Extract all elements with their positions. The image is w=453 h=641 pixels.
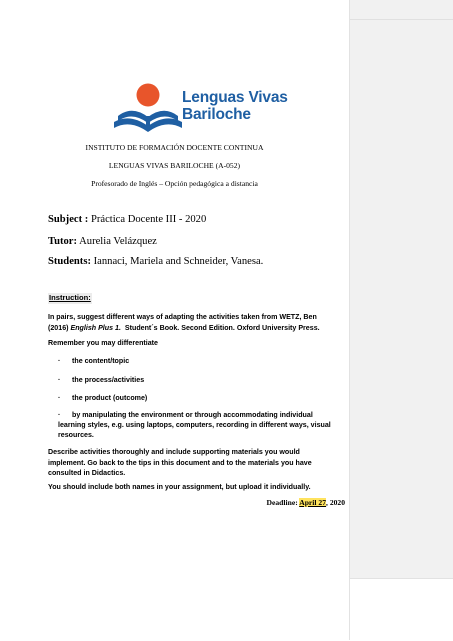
bullet-item-4-line-1: by manipulating the environment or through accommodating individual <box>72 411 313 419</box>
instruction-paragraph <box>48 312 320 333</box>
names-note: You should include both names in your assignment, but upload it individually. <box>48 483 311 491</box>
tutor-value: Aurelia Velázquez <box>79 236 157 247</box>
remember-text: Remember you may differentiate <box>48 339 158 347</box>
logo-text-line1: Lenguas Vivas <box>182 89 288 106</box>
year-text: (2016) <box>48 323 71 332</box>
bullet-item-4-line-2: learning styles, e.g. using laptops, computers, recording in different ways, visual <box>58 421 331 429</box>
comments-pane <box>349 0 453 640</box>
subject-label: Subject : <box>48 214 89 225</box>
book-details: Student´s Book. Second Edition. Oxford University Press. <box>120 323 320 332</box>
school-name: LENGUAS VIVAS BARILOCHE (A-052) <box>108 161 241 170</box>
deadline <box>267 498 345 507</box>
bullet-dot-icon: · <box>58 376 61 384</box>
bullet-dot-icon: · <box>58 357 61 365</box>
book-sun-logo-icon <box>110 80 190 136</box>
instruction-line-2 <box>48 323 320 334</box>
instruction-heading: Instruction: <box>49 293 91 302</box>
students-value: Iannaci, Mariela and Schneider, Vanesa. <box>93 256 264 267</box>
deadline-year: , 2020 <box>326 498 345 507</box>
bullet-dot-icon: · <box>58 394 61 402</box>
deadline-date-highlight: April 27 <box>299 498 327 507</box>
describe-line-2: implement. Go back to the tips in this document and to the materials you have <box>48 458 312 467</box>
book-title: English Plus 1. <box>70 323 121 332</box>
bullet-item-4-line-3: resources. <box>58 431 94 439</box>
describe-line-1: Describe activities thoroughly and include supporting materials you would <box>48 448 300 456</box>
bullet-dot-icon: · <box>58 411 61 419</box>
tutor-label: Tutor: <box>48 236 78 247</box>
logo-text-line2: Bariloche <box>182 106 251 123</box>
instruction-line-1: In pairs, suggest different ways of adapting the activities taken from WETZ, Ben <box>48 313 317 321</box>
subject-line <box>48 214 206 225</box>
bullet-item: the product (outcome) <box>72 394 148 402</box>
bullet-item: the content/topic <box>72 357 130 365</box>
describe-paragraph <box>48 447 312 479</box>
subject-value: Práctica Docente III - 2020 <box>90 214 207 225</box>
comments-pane-bottom <box>350 578 453 641</box>
describe-line-3: consulted in Didactics. <box>48 469 126 477</box>
bullet-item: the process/activities <box>72 376 145 384</box>
comments-pane-header <box>350 0 453 20</box>
students-line <box>48 256 263 267</box>
deadline-label: Deadline: <box>266 498 298 507</box>
students-label: Students: <box>48 256 91 267</box>
institute-name: INSTITUTO DE FORMACIÓN DOCENTE CONTINUA <box>85 143 264 152</box>
tutor-line <box>48 236 157 247</box>
program-name: Profesorado de Inglés – Opción pedagógica a distancia <box>91 179 258 188</box>
